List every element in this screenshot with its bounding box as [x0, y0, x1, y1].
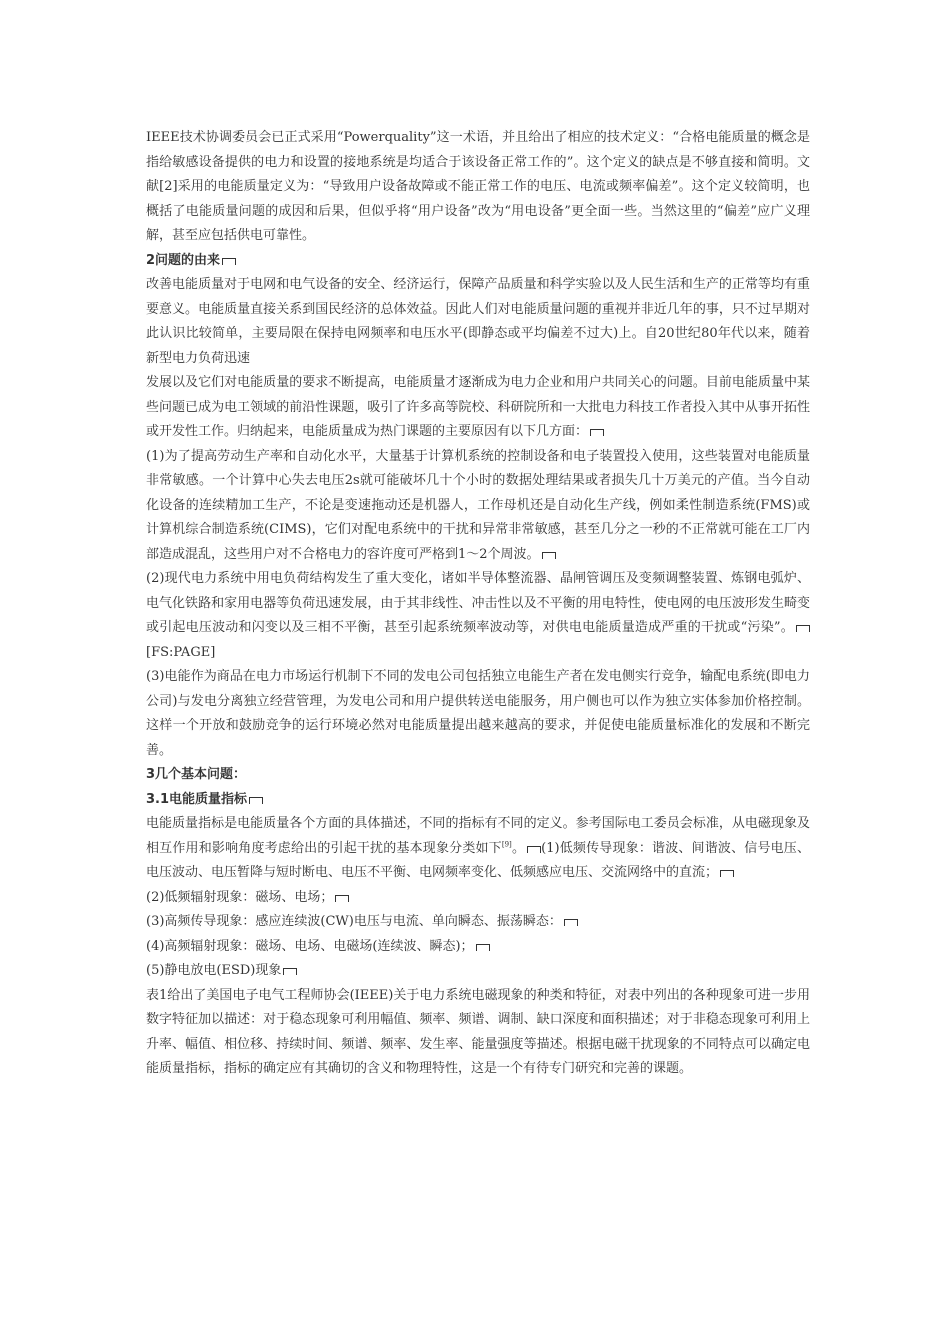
- paragraph-2a-text: 改善电能质量对于电网和电气设备的安全、经济运行，保障产品质量和科学实验以及人民生活和生产的正常等均有重要意义。电能质量直接关系到国民经济的总体效益。因此人们对电能质量问题的重视并非近几年的事，只不过早期对此认识比较简单，主要局限在保持电网频率和电压水平(即静态或平均偏差不过大)上。自20世纪80年代以来，随着新型电力负荷迅速: [146, 277, 810, 366]
- paragraph-31e: [146, 959, 810, 984]
- section-heading-2: [146, 249, 810, 274]
- return-mark-icon: [222, 258, 236, 265]
- return-mark-icon: [590, 429, 604, 436]
- citation-ref: [9]: [501, 840, 512, 849]
- section-heading-3: [146, 763, 810, 788]
- paragraph-31f-text: 表1给出了美国电子电气工程师协会(IEEE)关于电力系统电磁现象的种类和特征，对表中列出的各种现象可进一步用数字特征加以描述：对于稳态现象可利用幅值、频率、频谱、调制、缺口深度和面积描述；对于非稳态现象可利用上升率、幅值、相位移、持续时间、频谱、频率、发生率、能量强度等描述。根据电磁干扰现象的不同特点可以确定电能质量指标，指标的确定应有其确切的含义和物理特性，这是一个有待专门研究和完善的课题。: [146, 987, 810, 1076]
- paragraph-31a-end: 。: [511, 840, 526, 856]
- paragraph-2c: [146, 445, 810, 568]
- paragraph-31a-text: 电能质量指标是电能质量各个方面的具体描述，不同的指标有不同的定义。参考国际电工委员会标准，从电磁现象及相互作用和影响角度考虑给出的引起干扰的基本现象分类如下: [146, 816, 810, 856]
- return-mark-icon: [720, 870, 734, 877]
- paragraph-31f: [146, 984, 810, 1082]
- paragraph-2c-text: (1)为了提高劳动生产率和自动化水平，大量基于计算机系统的控制设备和电子装置投入使用，这些装置对电能质量非常敏感。一个计算中心失去电压2s就可能破坏几十个小时的数据处理结果或者损失几十万美元的产值。当今自动化设备的连续精加工生产，不论是变速拖动还是机器人，工作母机还是自动化生产线，例如柔性制造系统(FMS)或计算机综合制造系统(CIMS)，它们对配电系统中的干扰和异常非常敏感，甚至几分之一秒的不正常就可能在工厂内部造成混乱，这些用户对不合格电力的容许度可严格到1～2个周波。: [146, 448, 810, 562]
- paragraph-2e-text: (3)电能作为商品在电力市场运行机制下不同的发电公司包括独立电能生产者在发电侧实行竞争，输配电系统(即电力公司)与发电分离独立经营管理，为发电公司和用户提供转送电能服务，用户侧也可以作为独立实体参加价格控制。这样一个开放和鼓励竞争的运行环境必然对电能质量提出越来越高的要求，并促使电能质量标准化的发展和不断完善。: [146, 669, 810, 758]
- return-mark-icon: [249, 797, 263, 804]
- return-mark-icon: [564, 919, 578, 926]
- paragraph-2e: [146, 665, 810, 763]
- return-mark-icon: [335, 895, 349, 902]
- section-heading-3-1: [146, 788, 810, 813]
- paragraph-31c: [146, 910, 810, 935]
- intro-text: IEEE技术协调委员会已正式采用“Powerquality”这一术语，并且给出了相应的技术定义：“合格电能质量的概念是指给敏感设备提供的电力和设置的接地系统是均适合于该设备正常工作的”。这个定义的缺点是不够直接和简明。文献[2]采用的电能质量定义为：“导致用户设备故障或不能正常工作的电压、电流或频率偏差”。这个定义较简明，也概括了电能质量问题的成因和后果，但似乎将“用户设备”改为“用电设备”更全面一些。当然这里的“偏差”应广义理解，甚至应包括供电可靠性。: [146, 130, 810, 243]
- section-heading-3-1-text: 3.1电能质量指标: [146, 791, 248, 807]
- return-mark-icon: [527, 846, 541, 853]
- paragraph-31d: [146, 935, 810, 960]
- section-heading-2-text: 2问题的由来: [146, 252, 221, 268]
- paragraph-31a: [146, 812, 810, 886]
- paragraph-31e-text: (5)静电放电(ESD)现象: [146, 963, 282, 978]
- return-mark-icon: [476, 944, 490, 951]
- section-heading-3-text: 3几个基本问题：: [146, 767, 247, 782]
- paragraph-31d-text: (4)高频辐射现象：磁场、电场、电磁场(连续波、瞬态)；: [146, 938, 474, 954]
- paragraph-2d-text: (2)现代电力系统中用电负荷结构发生了重大变化，诸如半导体整流器、晶闸管调压及变频调整装置、炼钢电弧炉、电气化铁路和家用电器等负荷迅速发展，由于其非线性、冲击性以及不平衡的用电特性，使电网的电压波形发生畸变或引起电压波动和闪变以及三相不平衡，甚至引起系统频率波动等，对供电电能质量造成严重的干扰或“污染”。: [146, 571, 810, 635]
- paragraph-31a-tail: (1)低频传导现象：谐波、间谐波、信号电压、电压波动、电压暂降与短时断电、电压不平衡、电网频率变化、低频感应电压、交流网络中的直流；: [146, 840, 810, 880]
- intro-paragraph: [146, 126, 810, 249]
- return-mark-icon: [542, 552, 556, 559]
- paragraph-31c-text: (3)高频传导现象：感应连续波(CW)电压与电流、单向瞬态、振荡瞬态：: [146, 914, 562, 929]
- paragraph-2a: [146, 273, 810, 371]
- return-mark-icon: [283, 968, 297, 975]
- paragraph-2b-text: 发展以及它们对电能质量的要求不断提高，电能质量才逐渐成为电力企业和用户共同关心的问题。目前电能质量中某些问题已成为电工领域的前沿性课题，吸引了许多高等院校、科研院所和一大批电力科技工作者投入其中从事开拓性或开发性工作。归纳起来，电能质量成为热门课题的主要原因有以下几方面：: [146, 375, 810, 439]
- paragraph-2d: [146, 567, 810, 665]
- return-mark-icon: [796, 625, 810, 632]
- paragraph-31b-text: (2)低频辐射现象：磁场、电场；: [146, 889, 334, 905]
- document-body: [146, 126, 810, 1082]
- paragraph-31b: [146, 886, 810, 911]
- page-break-marker: [FS:PAGE]: [146, 644, 216, 660]
- paragraph-2b: [146, 371, 810, 445]
